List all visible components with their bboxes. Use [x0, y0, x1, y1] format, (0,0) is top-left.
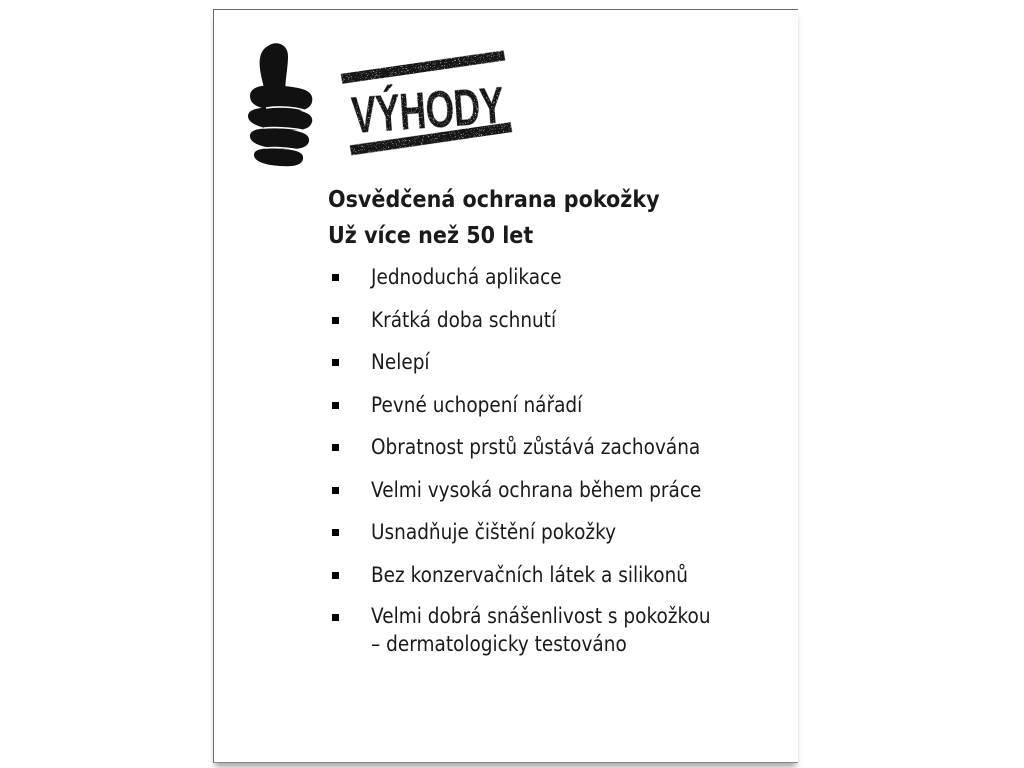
list-item	[326, 262, 757, 305]
bullet-icon	[332, 359, 339, 366]
benefit-label: Obratnost prstů zůstává zachována	[371, 435, 701, 459]
list-item	[326, 475, 757, 518]
benefits-card	[213, 9, 798, 763]
list-item	[326, 347, 757, 390]
list-item	[326, 602, 757, 658]
stamp-label: VÝHODY	[349, 72, 567, 146]
list-item	[326, 432, 757, 475]
thumbs-up-icon	[244, 40, 316, 170]
bullet-icon	[332, 529, 339, 536]
benefit-label-line-1: Velmi dobrá snášenlivost s pokožkou	[371, 604, 711, 628]
list-item	[326, 305, 757, 348]
bullet-icon	[332, 317, 339, 324]
list-item	[326, 560, 757, 603]
benefit-label: Velmi vysoká ochrana během práce	[371, 477, 702, 502]
benefit-label: Pevné uchopení nářadí	[371, 392, 583, 417]
list-item	[326, 517, 757, 560]
benefit-label: Jednoduchá aplikace	[371, 265, 562, 289]
headline-line-2: Už více než 50 let	[328, 223, 534, 249]
benefit-label: Usnadňuje čištění pokožky	[371, 520, 617, 544]
benefits-list	[326, 262, 757, 658]
benefit-label: Bez konzervačních látek a silikonů	[371, 562, 689, 587]
benefit-label: Nelepí	[371, 350, 430, 374]
vyhody-stamp	[339, 48, 567, 158]
bullet-icon	[332, 572, 339, 579]
benefit-label-line-2: – dermatologicky testováno	[371, 632, 627, 656]
bullet-icon	[332, 487, 339, 494]
bullet-icon	[332, 614, 339, 621]
bullet-icon	[332, 444, 339, 451]
benefit-label	[371, 602, 711, 658]
benefit-label: Krátká doba schnutí	[371, 307, 557, 332]
headline-line-1: Osvědčená ochrana pokožky	[328, 187, 660, 213]
bullet-icon	[332, 402, 339, 409]
list-item	[326, 390, 757, 433]
bullet-icon	[332, 274, 339, 281]
